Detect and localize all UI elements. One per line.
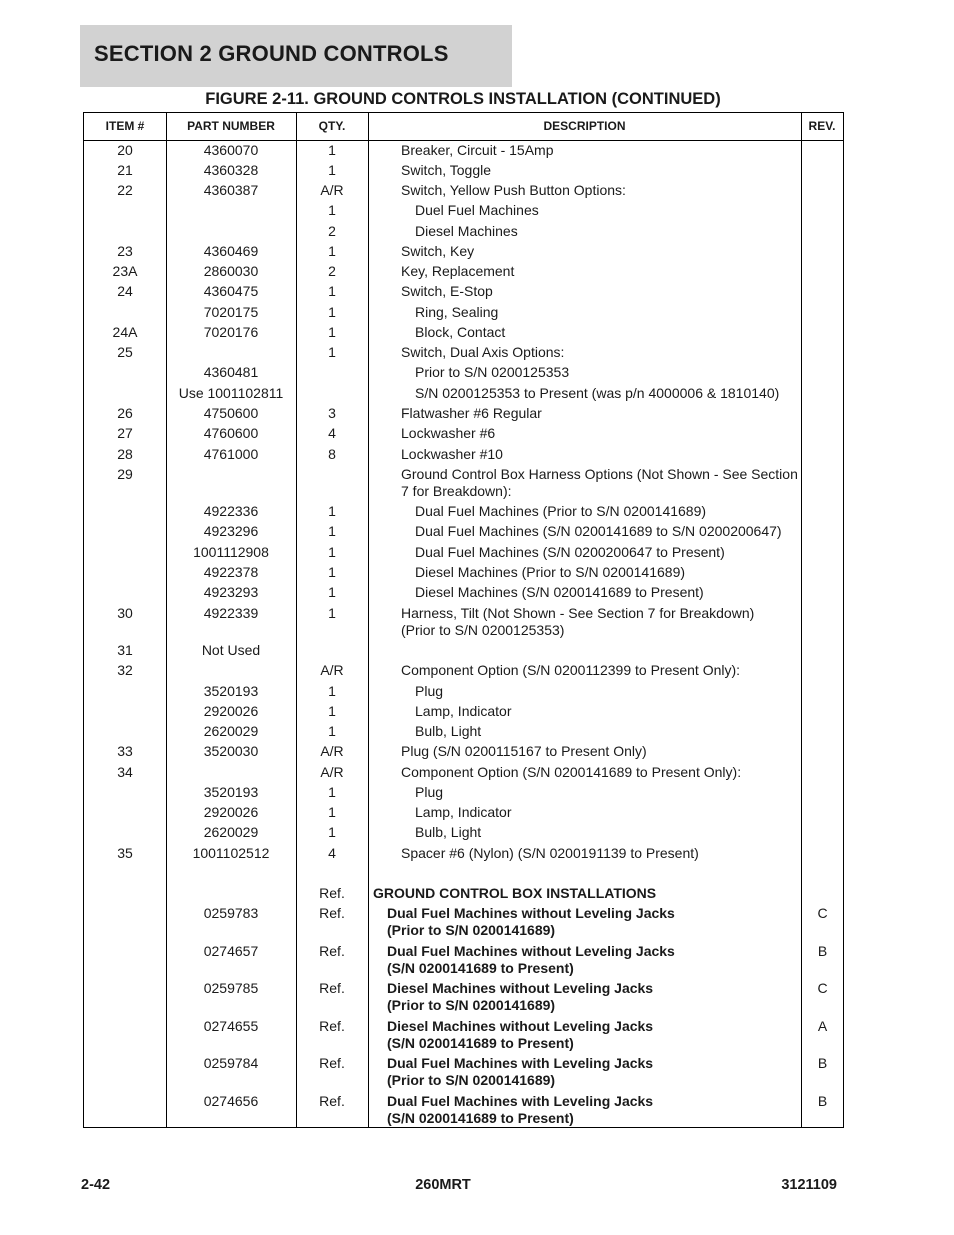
part-number-cell: 4360328 bbox=[203, 162, 259, 178]
header-part-number: PART NUMBER bbox=[187, 119, 275, 133]
description-line: Dual Fuel Machines (S/N 0200141689 to S/N 0200200647) bbox=[415, 523, 782, 539]
rev-cell: A bbox=[817, 1018, 828, 1034]
description-line: Dual Fuel Machines with Leveling Jacks bbox=[387, 1055, 654, 1071]
description-cell bbox=[369, 283, 831, 300]
rev-cell: B bbox=[817, 943, 828, 959]
qty-cell: 1 bbox=[328, 324, 336, 340]
qty-cell: 1 bbox=[328, 304, 336, 320]
description-line: Ring, Sealing bbox=[415, 304, 499, 320]
qty-cell: Ref. bbox=[319, 943, 345, 959]
part-number-cell: 4360387 bbox=[203, 182, 259, 198]
description-cell bbox=[369, 885, 803, 902]
header-divider bbox=[84, 140, 843, 141]
qty-cell: A/R bbox=[320, 662, 344, 678]
item-cell: 23 bbox=[117, 243, 133, 259]
qty-cell: 1 bbox=[328, 564, 336, 580]
description-cell bbox=[369, 523, 845, 540]
description-cell bbox=[369, 503, 845, 520]
description-cell bbox=[369, 743, 831, 760]
description-cell bbox=[369, 364, 845, 381]
part-number-cell: 2920026 bbox=[203, 703, 259, 719]
description-line: GROUND CONTROL BOX INSTALLATIONS bbox=[373, 885, 657, 901]
description-cell bbox=[369, 1018, 817, 1052]
part-number-cell: 0259784 bbox=[203, 1055, 259, 1071]
description-line: Key, Replacement bbox=[401, 263, 515, 279]
part-number-cell: 4360481 bbox=[203, 364, 259, 380]
footer-model: 260MRT bbox=[415, 1177, 471, 1193]
part-number-cell: 4360475 bbox=[203, 283, 259, 299]
part-number-cell: 2620029 bbox=[203, 723, 259, 739]
item-cell: 35 bbox=[117, 845, 133, 861]
description-line: Lockwasher #10 bbox=[401, 446, 503, 462]
description-cell bbox=[369, 584, 845, 601]
description-line: Dual Fuel Machines with Leveling Jacks bbox=[387, 1093, 654, 1109]
description-line: Diesel Machines (S/N 0200141689 to Present) bbox=[415, 584, 704, 600]
description-line: S/N 0200125353 to Present (was p/n 4000006 & 1810140) bbox=[415, 385, 780, 401]
qty-cell: 1 bbox=[328, 162, 336, 178]
description-cell bbox=[369, 845, 831, 862]
description-cell bbox=[369, 425, 831, 442]
qty-cell: 1 bbox=[328, 723, 336, 739]
description-line: Switch, Toggle bbox=[401, 162, 492, 178]
item-cell: 26 bbox=[117, 405, 133, 421]
part-number-cell: 4923296 bbox=[203, 523, 259, 539]
item-cell: 34 bbox=[117, 764, 133, 780]
description-cell bbox=[369, 683, 845, 700]
description-line-continued: (Prior to S/N 0200125353) bbox=[401, 622, 565, 638]
header-qty: QTY. bbox=[318, 119, 346, 133]
item-cell: 24A bbox=[112, 324, 138, 340]
description-line: Plug bbox=[415, 683, 444, 699]
description-line: Switch, Key bbox=[401, 243, 475, 259]
rev-cell: C bbox=[817, 980, 828, 996]
description-cell bbox=[369, 202, 845, 219]
description-line: Plug (S/N 0200115167 to Present Only) bbox=[401, 743, 647, 759]
item-cell: 21 bbox=[117, 162, 133, 178]
description-line: Block, Contact bbox=[415, 324, 506, 340]
part-number-cell: 3520030 bbox=[203, 743, 259, 759]
parts-table bbox=[83, 112, 844, 1128]
part-number-cell: 4923293 bbox=[203, 584, 259, 600]
rev-cell: B bbox=[817, 1055, 828, 1071]
part-number-cell: 4922336 bbox=[203, 503, 259, 519]
part-number-cell: 1001112908 bbox=[193, 544, 269, 560]
part-number-cell: 4922339 bbox=[203, 605, 259, 621]
qty-cell: 2 bbox=[328, 223, 336, 239]
description-line: Switch, Dual Axis Options: bbox=[401, 344, 565, 360]
item-cell: 22 bbox=[117, 182, 133, 198]
part-number-cell: 4360070 bbox=[203, 142, 259, 158]
part-number-cell: Use 1001102811 bbox=[178, 385, 284, 401]
part-number-cell: 0274657 bbox=[203, 943, 259, 959]
qty-cell: 1 bbox=[328, 344, 336, 360]
qty-cell: Ref. bbox=[319, 1093, 345, 1109]
description-cell bbox=[369, 804, 845, 821]
description-cell bbox=[369, 943, 817, 977]
description-cell bbox=[369, 784, 845, 801]
part-number-cell: 0274655 bbox=[203, 1018, 259, 1034]
description-line: Dual Fuel Machines (S/N 0200200647 to Present) bbox=[415, 544, 725, 560]
part-number-cell: 2920026 bbox=[203, 804, 259, 820]
description-line: Lamp, Indicator bbox=[415, 703, 512, 719]
footer-page-number: 2-42 bbox=[81, 1177, 111, 1193]
figure-title: FIGURE 2-11. GROUND CONTROLS INSTALLATION (CONTINUED) bbox=[205, 90, 721, 108]
description-cell bbox=[369, 142, 831, 159]
description-cell bbox=[369, 980, 817, 1014]
description-cell bbox=[369, 405, 831, 422]
description-line: Harness, Tilt (Not Shown - See Section 7 for Breakdown) bbox=[401, 605, 755, 621]
description-cell bbox=[369, 824, 845, 841]
description-cell bbox=[369, 162, 831, 179]
description-cell bbox=[369, 662, 831, 679]
description-line-continued: (Prior to S/N 0200141689) bbox=[387, 997, 556, 1013]
description-line: Dual Fuel Machines without Leveling Jacks bbox=[387, 943, 675, 959]
description-cell bbox=[369, 564, 845, 581]
description-cell bbox=[369, 764, 831, 781]
description-line: Switch, E-Stop bbox=[401, 283, 493, 299]
qty-cell: 8 bbox=[328, 446, 336, 462]
part-number-cell: 0274656 bbox=[203, 1093, 259, 1109]
description-cell bbox=[369, 344, 831, 361]
part-number-cell: 0259785 bbox=[203, 980, 259, 996]
qty-cell: 1 bbox=[328, 584, 336, 600]
description-cell bbox=[369, 182, 831, 199]
qty-cell: 2 bbox=[328, 263, 336, 279]
description-line: Spacer #6 (Nylon) (S/N 0200191139 to Present) bbox=[401, 845, 699, 861]
description-line: Diesel Machines without Leveling Jacks bbox=[387, 1018, 654, 1034]
description-cell bbox=[369, 1093, 817, 1127]
description-line: Diesel Machines bbox=[415, 223, 518, 239]
description-cell bbox=[369, 905, 817, 939]
qty-cell: 3 bbox=[328, 405, 336, 421]
qty-cell: 1 bbox=[328, 523, 336, 539]
description-line: Dual Fuel Machines (Prior to S/N 0200141689) bbox=[415, 503, 707, 519]
qty-cell: 1 bbox=[328, 605, 336, 621]
description-cell bbox=[369, 263, 831, 280]
description-cell bbox=[369, 243, 831, 260]
description-line: Lamp, Indicator bbox=[415, 804, 512, 820]
qty-cell: 1 bbox=[328, 784, 336, 800]
description-line: Flatwasher #6 Regular bbox=[401, 405, 542, 421]
part-number-cell: 3520193 bbox=[203, 784, 259, 800]
description-line: Plug bbox=[415, 784, 444, 800]
description-line: Bulb, Light bbox=[415, 723, 482, 739]
description-cell bbox=[369, 324, 845, 341]
qty-cell: Ref. bbox=[319, 980, 345, 996]
part-number-cell: 3520193 bbox=[203, 683, 259, 699]
qty-cell: 1 bbox=[328, 283, 336, 299]
description-cell bbox=[369, 723, 845, 740]
qty-cell: 1 bbox=[328, 243, 336, 259]
description-line-continued: 7 for Breakdown): bbox=[401, 483, 512, 499]
description-line: Component Option (S/N 0200141689 to Present Only): bbox=[401, 764, 742, 780]
description-line-continued: (S/N 0200141689 to Present) bbox=[387, 1110, 574, 1126]
item-cell: 20 bbox=[117, 142, 133, 158]
qty-cell: A/R bbox=[320, 182, 344, 198]
section-header: SECTION 2 GROUND CONTROLS bbox=[80, 25, 512, 87]
description-cell bbox=[369, 223, 845, 240]
description-cell bbox=[369, 385, 845, 402]
part-number-cell: 2860030 bbox=[203, 263, 259, 279]
part-number-cell: 0259783 bbox=[203, 905, 259, 921]
description-line: Component Option (S/N 0200112399 to Present Only): bbox=[401, 662, 741, 678]
description-cell bbox=[369, 304, 845, 321]
description-line: Breaker, Circuit - 15Amp bbox=[401, 142, 554, 158]
qty-cell: 1 bbox=[328, 202, 336, 218]
description-line: Prior to S/N 0200125353 bbox=[415, 364, 570, 380]
qty-cell: 1 bbox=[328, 544, 336, 560]
header-rev: REV. bbox=[808, 119, 836, 133]
description-line: Dual Fuel Machines without Leveling Jacks bbox=[387, 905, 675, 921]
item-cell: 23A bbox=[112, 263, 138, 279]
item-cell: 30 bbox=[117, 605, 133, 621]
qty-cell: 1 bbox=[328, 804, 336, 820]
description-line-continued: (Prior to S/N 0200141689) bbox=[387, 922, 556, 938]
part-number-cell: 7020175 bbox=[203, 304, 259, 320]
qty-cell: 1 bbox=[328, 824, 336, 840]
description-line: Bulb, Light bbox=[415, 824, 482, 840]
description-cell bbox=[369, 1055, 817, 1089]
description-cell bbox=[369, 446, 831, 463]
qty-cell: 1 bbox=[328, 703, 336, 719]
description-line-continued: (S/N 0200141689 to Present) bbox=[387, 1035, 574, 1051]
item-cell: 27 bbox=[117, 425, 133, 441]
description-cell bbox=[369, 466, 831, 500]
description-line-continued: (S/N 0200141689 to Present) bbox=[387, 960, 574, 976]
qty-cell: 4 bbox=[328, 845, 336, 861]
part-number-cell: 7020176 bbox=[203, 324, 259, 340]
description-cell bbox=[369, 605, 831, 639]
description-cell bbox=[369, 544, 845, 561]
description-line: Switch, Yellow Push Button Options: bbox=[401, 182, 626, 198]
description-line: Ground Control Box Harness Options (Not Shown - See Section bbox=[401, 466, 798, 482]
item-cell: 32 bbox=[117, 662, 133, 678]
item-cell: 25 bbox=[117, 344, 133, 360]
description-line-continued: (Prior to S/N 0200141689) bbox=[387, 1072, 556, 1088]
qty-cell: 1 bbox=[328, 683, 336, 699]
part-number-cell: 4760600 bbox=[203, 425, 259, 441]
description-line: Lockwasher #6 bbox=[401, 425, 496, 441]
qty-cell: Ref. bbox=[319, 885, 345, 901]
description-line: Diesel Machines without Leveling Jacks bbox=[387, 980, 654, 996]
qty-cell: Ref. bbox=[319, 1018, 345, 1034]
header-description: DESCRIPTION bbox=[543, 119, 626, 133]
qty-cell: Ref. bbox=[319, 1055, 345, 1071]
part-number-cell: Not Used bbox=[201, 642, 261, 658]
item-cell: 29 bbox=[117, 466, 133, 482]
description-cell bbox=[369, 703, 845, 720]
qty-cell: A/R bbox=[320, 743, 344, 759]
header-item: ITEM # bbox=[105, 119, 145, 133]
footer-doc-number: 3121109 bbox=[781, 1177, 837, 1193]
part-number-cell: 2620029 bbox=[203, 824, 259, 840]
item-cell: 33 bbox=[117, 743, 133, 759]
item-cell: 24 bbox=[117, 283, 133, 299]
qty-cell: 1 bbox=[328, 142, 336, 158]
part-number-cell: 1001102512 bbox=[192, 845, 270, 861]
qty-cell: A/R bbox=[320, 764, 344, 780]
item-cell: 31 bbox=[117, 642, 133, 658]
qty-cell: Ref. bbox=[319, 905, 345, 921]
item-cell: 28 bbox=[117, 446, 133, 462]
qty-cell: 4 bbox=[328, 425, 336, 441]
rev-cell: B bbox=[817, 1093, 828, 1109]
qty-cell: 1 bbox=[328, 503, 336, 519]
description-line: Diesel Machines (Prior to S/N 0200141689) bbox=[415, 564, 686, 580]
part-number-cell: 4360469 bbox=[203, 243, 259, 259]
part-number-cell: 4922378 bbox=[203, 564, 259, 580]
part-number-cell: 4750600 bbox=[203, 405, 259, 421]
rev-cell: C bbox=[817, 905, 828, 921]
part-number-cell: 4761000 bbox=[203, 446, 259, 462]
description-line: Duel Fuel Machines bbox=[415, 202, 539, 218]
